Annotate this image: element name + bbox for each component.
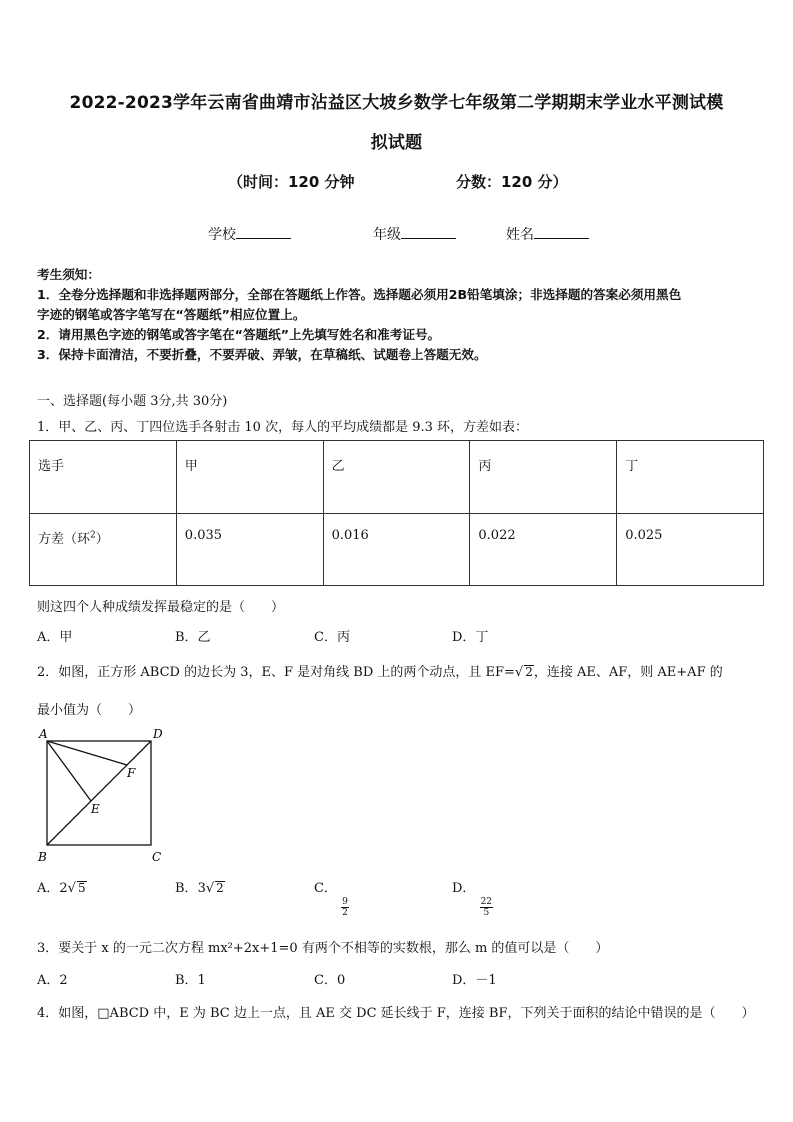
q1-option-c: C．丙: [314, 630, 350, 645]
notice-item: 2．请用黑色字迹的钢笔或答字笔在“答题纸”上先填写姓名和准考证号。: [37, 327, 441, 342]
q1-stem: 1．甲、乙、丙、丁四位选手各射击 10 次，每人的平均成绩都是 9.3 环，方差如表：: [37, 420, 529, 435]
notice-heading: 考生须知：: [37, 267, 100, 282]
fraction-numerator: 22: [480, 897, 493, 907]
notice-block: [37, 265, 757, 365]
q2-option-b-radicand: 2: [216, 881, 224, 895]
q2-stem: [37, 661, 757, 680]
table-cell: 甲: [176, 441, 323, 514]
q2-stem-radicand: 2: [525, 665, 533, 679]
square-figure: [30, 722, 175, 867]
sqrt-icon: √: [67, 881, 76, 896]
table-cell: 0.035: [176, 513, 323, 586]
q2-stem-line2: 最小值为（ ）: [37, 703, 142, 718]
sqrt-icon: √: [205, 881, 215, 896]
table-cell: [30, 513, 177, 586]
q2-option-c-fraction: [341, 897, 349, 918]
row-label-sup: 2: [90, 530, 96, 541]
q2-option-b: [175, 877, 225, 896]
label-f: F: [127, 766, 136, 780]
q2-option-a: [37, 877, 87, 896]
q3-option-a: A．2: [37, 973, 68, 988]
fraction-numerator: 9: [342, 897, 348, 907]
variance-table: [29, 440, 764, 586]
sqrt-icon: √: [514, 665, 524, 680]
notice-item: 1．全卷分选择题和非选择题两部分，全部在答题纸上作答。选择题必须用2B铅笔填涂；非选择题的答案必须用黑色: [37, 287, 682, 302]
q1-option-d: D．丁: [452, 630, 489, 645]
q2-option-b-label: B．: [175, 881, 198, 896]
q2-option-c: [314, 877, 349, 918]
segment-ae: [47, 741, 91, 801]
school-label: 学校: [208, 227, 236, 243]
table-row: [30, 513, 764, 586]
q3-stem: 3．要关于 x 的一元二次方程 mx²+2x+1=0 有两个不相等的实数根，那么 m 的值可以是（ ）: [37, 941, 609, 956]
exam-time: （时间：120 分钟: [228, 173, 355, 191]
grade-blank: [401, 226, 456, 239]
q1-followup: 则这四个人种成绩发挥最稳定的是（ ）: [37, 600, 285, 615]
label-e: E: [91, 802, 100, 816]
q2-option-a-label: A．: [37, 881, 60, 896]
q2-option-d: [452, 877, 493, 918]
label-d: D: [153, 727, 163, 741]
school-field: [208, 224, 291, 244]
q3-option-c: C．0: [314, 973, 346, 988]
q1-option-a: A．甲: [37, 630, 73, 645]
segment-af: [47, 741, 127, 765]
table-cell: 0.016: [323, 513, 470, 586]
q2-stem-b: ，连接 AE、AF，则 AE+AF 的: [533, 665, 723, 680]
table-row: [30, 441, 764, 514]
q2-option-d-fraction: [480, 897, 493, 918]
table-cell: 乙: [323, 441, 470, 514]
name-blank: [534, 226, 589, 239]
fraction-denominator: 5: [483, 908, 490, 918]
label-c: C: [152, 850, 162, 864]
q4-stem: 4．如图，□ABCD 中，E 为 BC 边上一点，且 AE 交 DC 延长线于 F，连接 BF，下列关于面积的结论中错误的是（ ）: [37, 1006, 755, 1021]
table-cell: 0.025: [617, 513, 764, 586]
q2-option-a-coef: 2: [59, 881, 68, 896]
section-heading: 一、选择题(每小题 3分,共 30分): [37, 394, 228, 409]
notice-item: 字迹的钢笔或答字笔写在“答题纸”相应位置上。: [37, 307, 306, 322]
table-cell: 0.022: [470, 513, 617, 586]
table-cell: 选手: [30, 441, 177, 514]
name-field: [506, 224, 589, 244]
table-cell: 丙: [470, 441, 617, 514]
exam-title-line2: 拟试题: [370, 133, 423, 153]
q2-option-b-coef: 3: [197, 881, 206, 896]
notice-item: 3．保持卡面清洁，不要折叠，不要弄破、弄皱，在草稿纸、试题卷上答题无效。: [37, 347, 487, 362]
q2-option-d-label: D．: [452, 881, 476, 896]
grade-field: [373, 224, 456, 244]
table-cell: 丁: [617, 441, 764, 514]
exam-score: 分数：120 分）: [456, 173, 568, 191]
grade-label: 年级: [373, 227, 401, 243]
label-b: B: [38, 850, 47, 864]
fraction-denominator: 2: [342, 908, 348, 918]
q3-option-d: D．－1: [452, 973, 497, 988]
label-a: A: [39, 727, 48, 741]
q3-option-b: B．1: [175, 973, 206, 988]
exam-title-line1: 2022-2023学年云南省曲靖市沾益区大坡乡数学七年级第二学期期末学业水平测试模: [69, 93, 724, 113]
q2-option-a-radicand: 5: [77, 881, 86, 895]
school-blank: [236, 226, 291, 239]
row-label: 方差（环: [38, 531, 91, 547]
row-label-end: ）: [95, 531, 109, 547]
q2-option-c-label: C．: [314, 881, 337, 896]
name-label: 姓名: [506, 227, 534, 243]
q1-option-b: B．乙: [175, 630, 211, 645]
q2-stem-a: 2．如图，正方形 ABCD 的边长为 3，E、F 是对角线 BD 上的两个动点，且 EF=: [37, 665, 515, 680]
